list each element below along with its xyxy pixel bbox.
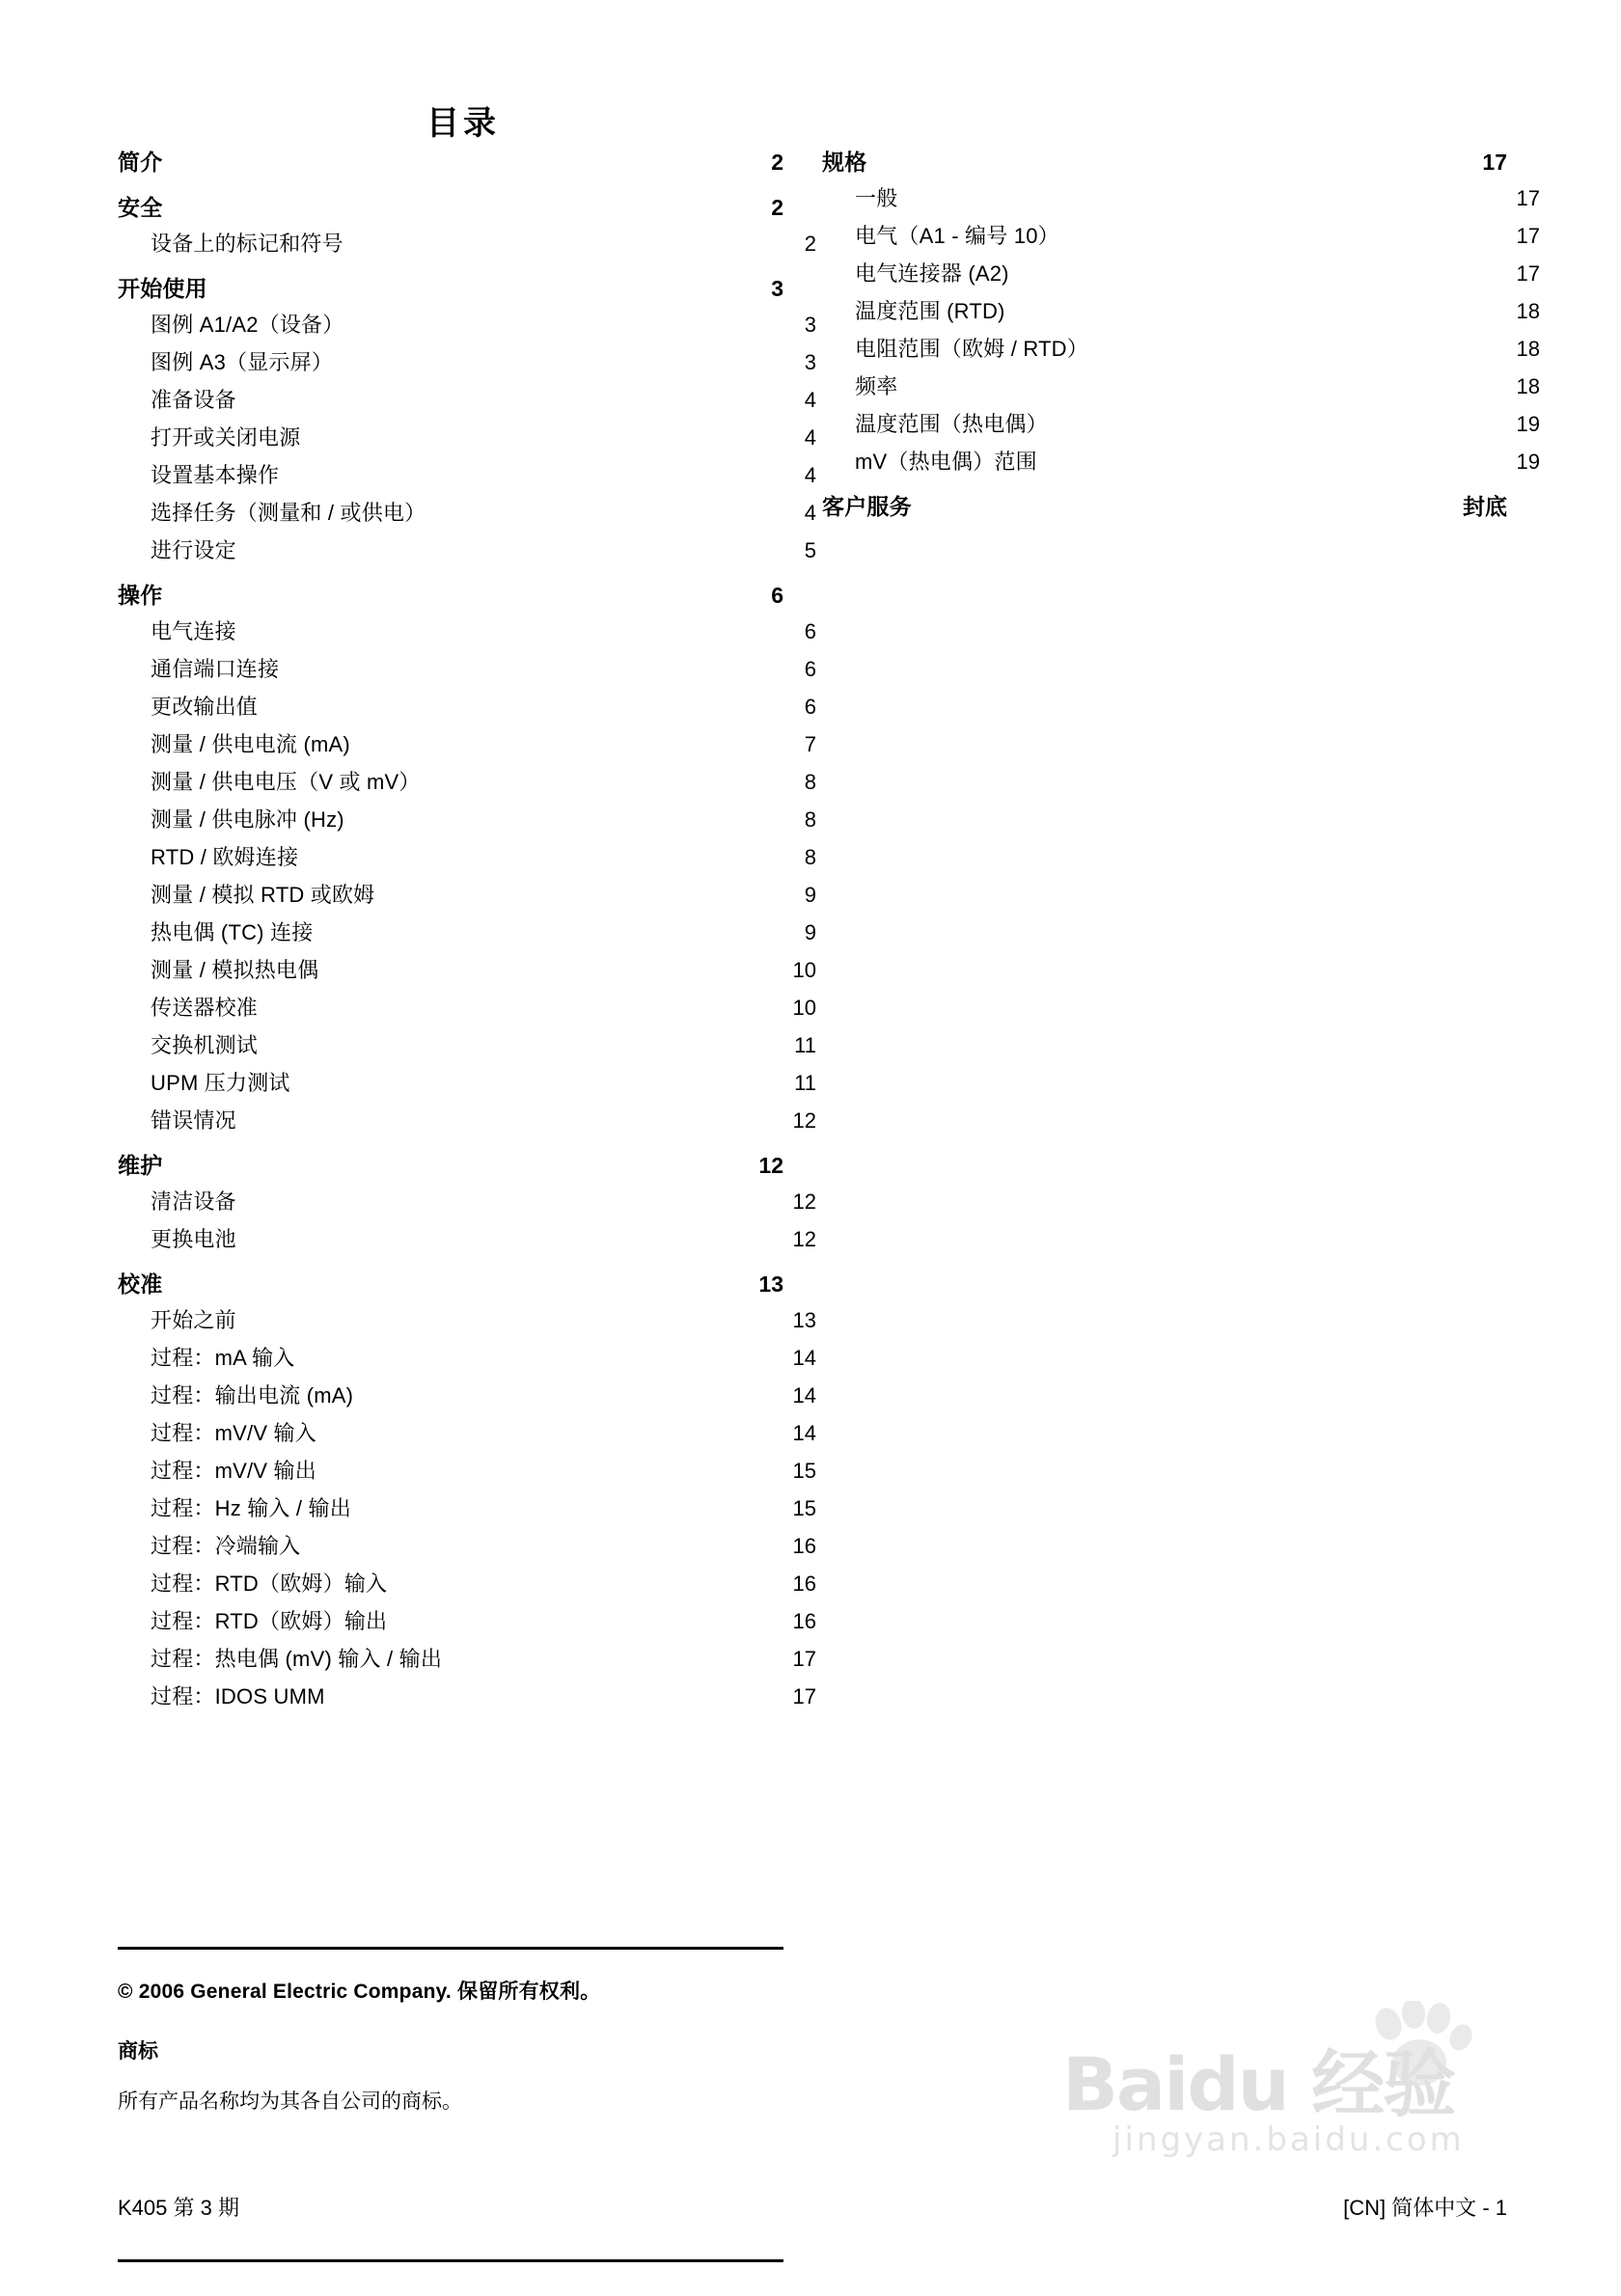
toc-entry[interactable] (118, 841, 816, 871)
toc-entry-label: 过程：RTD（欧姆）输出 (151, 1609, 388, 1633)
toc-entry-page-number: 2 (771, 195, 783, 220)
toc-entry-page-number: 14 (792, 1383, 816, 1408)
toc-entry-label: 选择任务（测量和 / 或供电） (151, 501, 426, 525)
toc-entry[interactable] (118, 1380, 816, 1409)
toc-entry-label: 交换机测试 (151, 1033, 259, 1057)
toc-entry[interactable] (118, 1568, 816, 1598)
toc-entry-label: 过程：mV/V 输入 (151, 1421, 316, 1445)
toc-entry-page-number: 17 (1516, 224, 1540, 248)
toc-leader-dots (1012, 317, 1500, 318)
toc-entry[interactable] (118, 1681, 816, 1710)
watermark-main-text: Baidu 经验 (1062, 2041, 1455, 2127)
toc-entry-page-number: 16 (792, 1572, 816, 1596)
toc-leader-dots (449, 1665, 777, 1666)
toc-entry[interactable] (118, 766, 816, 796)
page-title: 目录 (426, 105, 500, 142)
toc-leader-dots (873, 169, 1468, 170)
page-footer-label: [CN] 简体中文 - 1 (1343, 2196, 1507, 2220)
toc-entry[interactable] (118, 1105, 816, 1134)
toc-leader-dots (427, 788, 777, 789)
toc-leader-dots (323, 1439, 777, 1440)
toc-entry[interactable] (822, 446, 1540, 476)
toc-entry-label: 更换电池 (151, 1227, 236, 1251)
toc-leader-dots (307, 1552, 777, 1553)
toc-entry[interactable] (118, 578, 783, 610)
toc-leader-dots (307, 444, 777, 445)
toc-entry[interactable] (118, 1067, 816, 1097)
toc-entry-label: 规格 (822, 150, 867, 175)
toc-leader-dots (360, 1402, 777, 1403)
toc-entry[interactable] (118, 728, 816, 758)
toc-entry-label: 电阻范围（欧姆 / RTD） (855, 337, 1088, 361)
toc-entry-page-number: 2 (771, 150, 783, 175)
toc-entry-label: 设备上的标记和符号 (151, 232, 343, 256)
toc-leader-dots (1044, 468, 1500, 469)
footer-divider-bottom (118, 2259, 783, 2262)
toc-entry-page-number: 15 (792, 1459, 816, 1483)
toc-leader-dots (394, 1590, 777, 1591)
toc-entry-page-number: 3 (804, 313, 816, 337)
toc-entry-label: 传送器校准 (151, 996, 259, 1020)
toc-entry-page-number: 8 (804, 845, 816, 869)
toc-entry-page-number: 3 (771, 276, 783, 301)
toc-leader-dots (243, 1208, 777, 1209)
toc-entry[interactable] (118, 497, 816, 527)
toc-entry-label: 温度范围（热电偶） (855, 412, 1048, 436)
toc-leader-dots (381, 901, 777, 902)
toc-entry-label: 打开或关闭电源 (151, 425, 301, 450)
toc-entry-label: 过程：IDOS UMM (151, 1684, 325, 1708)
toc-entry-page-number: 4 (804, 463, 816, 487)
toc-leader-dots (1055, 430, 1500, 431)
toc-entry-page-number: 4 (804, 501, 816, 525)
toc-entry-label: 客户服务 (822, 494, 912, 519)
toc-entry-page-number: 4 (804, 388, 816, 412)
toc-entry-label: 设置基本操作 (151, 463, 280, 487)
toc-entry-page-number: 12 (758, 1153, 783, 1178)
toc-leader-dots (325, 976, 777, 977)
toc-entry-label: 过程：冷端输入 (151, 1534, 301, 1558)
toc-entry-page-number: 18 (1516, 299, 1540, 323)
toc-entry-label: 错误情况 (151, 1108, 236, 1133)
toc-entry-label: 过程：热电偶 (mV) 输入 / 输出 (151, 1647, 443, 1671)
toc-entry-label: mV（热电偶）范围 (855, 450, 1037, 474)
toc-entry-page-number: 18 (1516, 374, 1540, 398)
toc-entry-page-number: 11 (794, 1071, 816, 1095)
toc-entry-label: 通信端口连接 (151, 657, 280, 681)
toc-entry-page-number: 16 (792, 1609, 816, 1633)
toc-entry-page-number: 6 (771, 583, 783, 608)
toc-entry[interactable] (118, 615, 816, 645)
trademark-heading: 商标 (118, 2040, 158, 2063)
toc-entry-label: 电气（A1 - 编号 10） (855, 224, 1059, 248)
toc-entry-page-number: 12 (792, 1108, 816, 1133)
toc-entry-page-number: 6 (804, 657, 816, 681)
toc-entry[interactable] (822, 295, 1540, 325)
toc-leader-dots (1066, 242, 1500, 243)
toc-entry[interactable] (822, 182, 1540, 212)
toc-column-right (822, 145, 1540, 527)
toc-leader-dots (394, 1627, 777, 1628)
toc-entry[interactable] (118, 346, 816, 376)
footer-divider-top (118, 1947, 783, 1950)
toc-entry-label: 过程：mV/V 输出 (151, 1459, 316, 1483)
document-id: K405 第 3 期 (118, 2196, 239, 2220)
toc-entry-page-number: 3 (804, 350, 816, 374)
toc-entry[interactable] (118, 954, 816, 984)
toc-entry-label: 电气连接 (151, 619, 236, 643)
toc-entry[interactable] (118, 879, 816, 909)
toc-leader-dots (904, 393, 1500, 394)
toc-entry[interactable] (118, 145, 783, 177)
toc-entry-page-number: 17 (792, 1684, 816, 1708)
toc-entry-page-number: 13 (792, 1308, 816, 1332)
toc-leader-dots (243, 406, 777, 407)
toc-leader-dots (214, 295, 744, 296)
watermark (1057, 1999, 1520, 2182)
toc-entry[interactable] (822, 370, 1540, 400)
toc-entry-page-number: 19 (1516, 412, 1540, 436)
toc-entry[interactable] (118, 916, 816, 946)
toc-leader-dots (264, 1014, 777, 1015)
toc-leader-dots (169, 1172, 744, 1173)
toc-entry-label: 热电偶 (TC) 连接 (151, 920, 314, 944)
toc-entry-label: 测量 / 供电电压（V 或 mV） (151, 770, 421, 794)
toc-leader-dots (297, 1089, 777, 1090)
toc-entry-label: 测量 / 供电电流 (mA) (151, 732, 350, 756)
toc-entry[interactable] (118, 309, 816, 339)
toc-entry-page-number: 17 (792, 1647, 816, 1671)
toc-entry-page-number: 6 (804, 619, 816, 643)
toc-entry[interactable] (118, 1267, 783, 1298)
toc-entry[interactable] (822, 333, 1540, 363)
toc-entry-label: 频率 (855, 374, 898, 398)
toc-entry[interactable] (118, 1186, 816, 1216)
toc-leader-dots (243, 1245, 777, 1246)
toc-entry[interactable] (118, 1643, 816, 1673)
toc-entry-label: 过程：Hz 输入 / 输出 (151, 1496, 351, 1520)
toc-entry[interactable] (118, 384, 816, 414)
toc-leader-dots (169, 214, 744, 215)
toc-entry-label: 温度范围 (RTD) (855, 299, 1005, 323)
copyright-text: © 2006 General Electric Company. 保留所有权利。 (118, 1981, 601, 2003)
toc-leader-dots (243, 638, 777, 639)
toc-entry-label: 过程：RTD（欧姆）输入 (151, 1572, 388, 1596)
toc-leader-dots (351, 826, 777, 827)
toc-entry-page-number: 8 (804, 770, 816, 794)
toc-entry[interactable] (822, 145, 1507, 177)
toc-entry[interactable] (118, 1342, 816, 1372)
toc-leader-dots (169, 169, 744, 170)
toc-leader-dots (302, 1364, 778, 1365)
toc-entry[interactable] (118, 228, 816, 258)
toc-leader-dots (243, 1127, 777, 1128)
toc-leader-dots (357, 751, 777, 752)
toc-leader-dots (286, 675, 777, 676)
toc-entry[interactable] (118, 691, 816, 721)
toc-entry-page-number: 封底 (1463, 494, 1507, 519)
toc-entry[interactable] (118, 804, 816, 834)
toc-entry-page-number: 12 (792, 1227, 816, 1251)
toc-entry-label: 更改输出值 (151, 695, 259, 719)
toc-leader-dots (350, 250, 777, 251)
toc-entry[interactable] (118, 459, 816, 489)
toc-entry-label: 安全 (118, 195, 163, 220)
toc-entry[interactable] (118, 1223, 816, 1253)
toc-leader-dots (432, 519, 777, 520)
toc-entry-page-number: 19 (1516, 450, 1540, 474)
toc-entry-label: 准备设备 (151, 388, 236, 412)
toc-entry-page-number: 7 (804, 732, 816, 756)
toc-entry-page-number: 5 (804, 538, 816, 562)
toc-entry-page-number: 9 (804, 920, 816, 944)
toc-entry[interactable] (822, 408, 1540, 438)
toc-entry-label: 电气连接器 (A2) (855, 261, 1009, 286)
toc-entry-page-number: 16 (792, 1534, 816, 1558)
toc-leader-dots (305, 863, 777, 864)
toc-entry-label: 测量 / 模拟 RTD 或欧姆 (151, 883, 375, 907)
toc-entry-label: 测量 / 模拟热电偶 (151, 958, 319, 982)
toc-entry-page-number: 14 (792, 1346, 816, 1370)
toc-entry-label: 操作 (118, 583, 163, 608)
toc-entry-page-number: 2 (804, 232, 816, 256)
toc-entry-label: RTD / 欧姆连接 (151, 845, 299, 869)
toc-entry[interactable] (822, 220, 1540, 250)
toc-leader-dots (350, 331, 777, 332)
toc-entry-label: 图例 A3（显示屏） (151, 350, 334, 374)
paw-print-icon (1363, 2001, 1479, 2090)
toc-entry-label: 测量 / 供电脉冲 (Hz) (151, 807, 344, 832)
toc-leader-dots (243, 1326, 777, 1327)
toc-entry[interactable] (118, 1417, 816, 1447)
toc-entry-page-number: 14 (792, 1421, 816, 1445)
toc-entry-page-number: 15 (792, 1496, 816, 1520)
toc-entry-page-number: 6 (804, 695, 816, 719)
toc-entry[interactable] (822, 258, 1540, 287)
toc-entry-label: 一般 (855, 186, 898, 210)
toc-entry-page-number: 13 (758, 1271, 783, 1297)
toc-entry[interactable] (118, 992, 816, 1022)
trademark-body: 所有产品名称均为其各自公司的商标。 (118, 2091, 462, 2113)
toc-entry-page-number: 18 (1516, 337, 1540, 361)
toc-entry-label: 维护 (118, 1153, 163, 1178)
toc-entry[interactable] (118, 1530, 816, 1560)
toc-leader-dots (169, 602, 744, 603)
toc-entry-page-number: 17 (1516, 186, 1540, 210)
toc-leader-dots (919, 513, 1456, 514)
toc-entry-label: UPM 压力测试 (151, 1071, 290, 1095)
toc-entry-page-number: 17 (1482, 150, 1507, 175)
toc-leader-dots (1016, 280, 1500, 281)
toc-entry[interactable] (118, 1148, 783, 1180)
toc-leader-dots (358, 1515, 777, 1516)
toc-entry-label: 校准 (118, 1271, 163, 1297)
toc-entry[interactable] (822, 489, 1507, 521)
toc-entry-page-number: 17 (1516, 261, 1540, 286)
toc-entry-page-number: 11 (794, 1033, 816, 1057)
toc-entry-page-number: 4 (804, 425, 816, 450)
toc-leader-dots (286, 481, 777, 482)
toc-leader-dots (1095, 355, 1500, 356)
toc-entry[interactable] (118, 1304, 816, 1334)
toc-entry[interactable] (118, 1492, 816, 1522)
toc-entry[interactable] (118, 422, 816, 451)
toc-entry[interactable] (118, 1605, 816, 1635)
toc-leader-dots (319, 939, 777, 940)
toc-entry-label: 进行设定 (151, 538, 236, 562)
watermark-sub-text: jingyan.baidu.com (1113, 2120, 1465, 2159)
toc-entry[interactable] (118, 534, 816, 564)
toc-entry-label: 过程：mA 输入 (151, 1346, 295, 1370)
toc-leader-dots (332, 1703, 777, 1704)
toc-leader-dots (243, 557, 777, 558)
toc-entry-page-number: 10 (792, 996, 816, 1020)
toc-entry-label: 清洁设备 (151, 1189, 236, 1214)
toc-entry-page-number: 10 (792, 958, 816, 982)
toc-entry[interactable] (118, 1029, 816, 1059)
toc-entry-label: 简介 (118, 150, 163, 175)
toc-leader-dots (264, 713, 777, 714)
toc-entry-label: 开始之前 (151, 1308, 236, 1332)
toc-entry-label: 开始使用 (118, 276, 207, 301)
toc-entry-page-number: 8 (804, 807, 816, 832)
toc-leader-dots (169, 1291, 744, 1292)
toc-entry[interactable] (118, 271, 783, 303)
toc-entry-page-number: 12 (792, 1189, 816, 1214)
toc-entry[interactable] (118, 1455, 816, 1485)
toc-entry-page-number: 9 (804, 883, 816, 907)
toc-entry-label: 过程：输出电流 (mA) (151, 1383, 354, 1408)
toc-entry-label: 图例 A1/A2（设备） (151, 313, 344, 337)
toc-entry[interactable] (118, 190, 783, 222)
toc-entry[interactable] (118, 653, 816, 683)
toc-column-left (118, 145, 816, 1718)
toc-leader-dots (323, 1477, 777, 1478)
